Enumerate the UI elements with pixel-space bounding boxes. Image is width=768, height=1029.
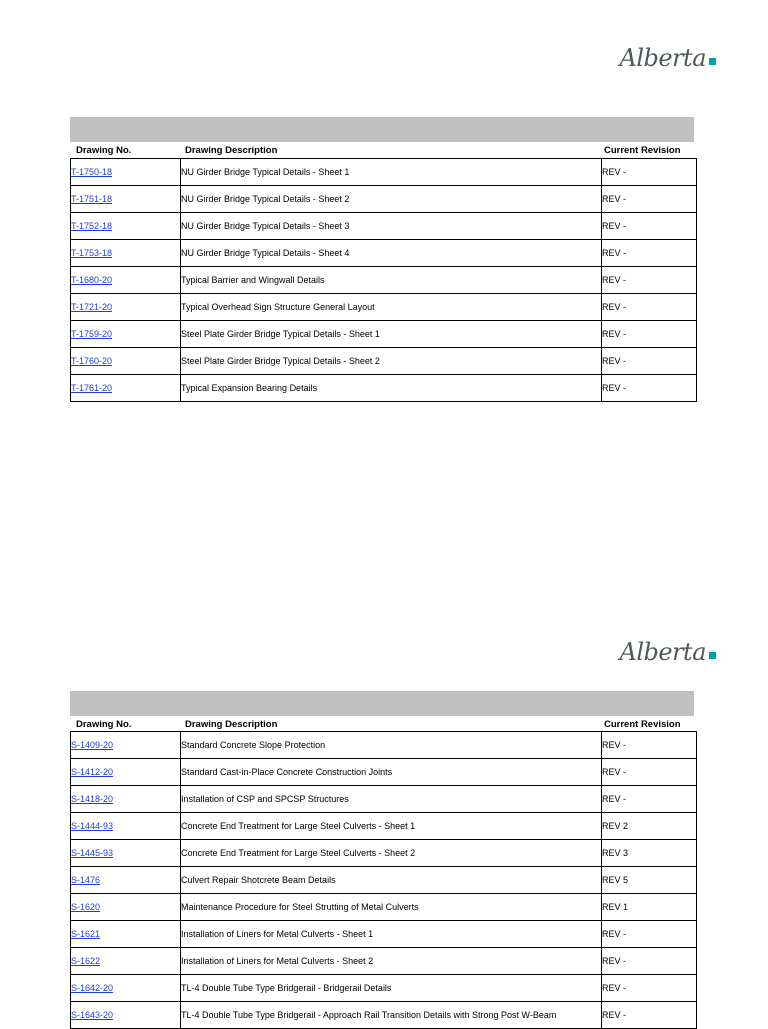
drawing-no-cell xyxy=(71,867,181,894)
current-revision-cell: REV - xyxy=(602,213,697,240)
table-row xyxy=(71,840,697,867)
drawing-no-cell xyxy=(71,321,181,348)
current-revision-cell: REV - xyxy=(602,732,697,759)
current-revision-cell: REV - xyxy=(602,294,697,321)
drawing-description-cell: Steel Plate Girder Bridge Typical Details - Sheet 1 xyxy=(181,321,602,348)
current-revision-cell: REV - xyxy=(602,948,697,975)
table-row xyxy=(71,813,697,840)
table-header xyxy=(70,143,694,158)
drawing-description-cell: Typical Overhead Sign Structure General Layout xyxy=(181,294,602,321)
drawing-description-cell: Installation of Liners for Metal Culverts - Sheet 1 xyxy=(181,921,602,948)
drawing-link[interactable]: T-1760-20 xyxy=(71,356,113,366)
current-revision-cell: REV - xyxy=(602,186,697,213)
drawing-link[interactable]: T-1759-20 xyxy=(71,329,113,339)
drawing-link[interactable]: S-1476 xyxy=(71,875,101,885)
drawing-link[interactable]: S-1622 xyxy=(71,956,101,966)
drawing-link[interactable]: S-1444-93 xyxy=(71,821,114,831)
drawing-link[interactable]: S-1418-20 xyxy=(71,794,114,804)
drawing-no-cell xyxy=(71,786,181,813)
header-current-revision: Current Revision xyxy=(604,145,681,156)
current-revision-cell: REV - xyxy=(602,348,697,375)
table-row xyxy=(71,213,697,240)
logo-wordmark: Alberta xyxy=(619,638,706,666)
drawing-link[interactable]: S-1620 xyxy=(71,902,101,912)
table-row xyxy=(71,186,697,213)
drawing-no-cell xyxy=(71,894,181,921)
table-row xyxy=(71,348,697,375)
drawing-no-cell xyxy=(71,948,181,975)
drawing-description-cell: TL-4 Double Tube Type Bridgerail - Approach Rail Transition Details with Strong Post W-Beam xyxy=(181,1002,602,1029)
header-drawing-no: Drawing No. xyxy=(76,145,132,156)
drawings-table-2 xyxy=(70,731,697,1029)
drawing-no-cell xyxy=(71,159,181,186)
drawing-description-cell: Steel Plate Girder Bridge Typical Details - Sheet 2 xyxy=(181,348,602,375)
alberta-logo xyxy=(596,638,716,668)
drawing-link[interactable]: T-1680-20 xyxy=(71,275,113,285)
current-revision-cell: REV 2 xyxy=(602,813,697,840)
header-drawing-description: Drawing Description xyxy=(185,719,278,730)
drawing-description-cell: Culvert Repair Shotcrete Beam Details xyxy=(181,867,602,894)
table-row xyxy=(71,240,697,267)
current-revision-cell: REV - xyxy=(602,975,697,1002)
drawing-description-cell: Typical Barrier and Wingwall Details xyxy=(181,267,602,294)
drawing-description-cell: Installation of Liners for Metal Culverts - Sheet 2 xyxy=(181,948,602,975)
drawing-link[interactable]: S-1409-20 xyxy=(71,740,114,750)
current-revision-cell: REV 1 xyxy=(602,894,697,921)
section-header-band xyxy=(70,117,694,142)
current-revision-cell: REV 3 xyxy=(602,840,697,867)
logo-square-icon xyxy=(709,652,716,659)
drawing-link[interactable]: S-1643-20 xyxy=(71,1010,114,1020)
table-row xyxy=(71,894,697,921)
drawing-description-cell: Installation of CSP and SPCSP Structures xyxy=(181,786,602,813)
drawing-no-cell xyxy=(71,240,181,267)
table-row xyxy=(71,1002,697,1029)
table-row xyxy=(71,921,697,948)
drawing-link[interactable]: S-1445-93 xyxy=(71,848,114,858)
drawing-no-cell xyxy=(71,348,181,375)
drawing-no-cell xyxy=(71,375,181,402)
logo-square-icon xyxy=(709,58,716,65)
section-header-band xyxy=(70,691,694,716)
drawing-link[interactable]: T-1753-18 xyxy=(71,248,113,258)
current-revision-cell: REV 5 xyxy=(602,867,697,894)
drawing-no-cell xyxy=(71,1002,181,1029)
current-revision-cell: REV - xyxy=(602,921,697,948)
table-row xyxy=(71,732,697,759)
drawing-description-cell: NU Girder Bridge Typical Details - Sheet 1 xyxy=(181,159,602,186)
drawing-description-cell: Concrete End Treatment for Large Steel Culverts - Sheet 2 xyxy=(181,840,602,867)
drawing-no-cell xyxy=(71,813,181,840)
drawing-link[interactable]: S-1642-20 xyxy=(71,983,114,993)
header-drawing-no: Drawing No. xyxy=(76,719,132,730)
drawing-description-cell: NU Girder Bridge Typical Details - Sheet 3 xyxy=(181,213,602,240)
current-revision-cell: REV - xyxy=(602,1002,697,1029)
drawing-link[interactable]: T-1752-18 xyxy=(71,221,113,231)
header-current-revision: Current Revision xyxy=(604,719,681,730)
drawing-link[interactable]: T-1751-18 xyxy=(71,194,113,204)
drawing-description-cell: Typical Expansion Bearing Details xyxy=(181,375,602,402)
table-header xyxy=(70,717,694,732)
current-revision-cell: REV - xyxy=(602,159,697,186)
drawing-no-cell xyxy=(71,840,181,867)
table-row xyxy=(71,375,697,402)
drawing-link[interactable]: T-1721-20 xyxy=(71,302,113,312)
drawing-link[interactable]: S-1621 xyxy=(71,929,101,939)
current-revision-cell: REV - xyxy=(602,267,697,294)
drawing-description-cell: Maintenance Procedure for Steel Strutting of Metal Culverts xyxy=(181,894,602,921)
drawing-no-cell xyxy=(71,186,181,213)
drawing-no-cell xyxy=(71,294,181,321)
alberta-logo xyxy=(596,44,716,74)
drawing-description-cell: Concrete End Treatment for Large Steel Culverts - Sheet 1 xyxy=(181,813,602,840)
table-row xyxy=(71,759,697,786)
table-row xyxy=(71,294,697,321)
table-row xyxy=(71,948,697,975)
table-row xyxy=(71,159,697,186)
table-row xyxy=(71,267,697,294)
drawing-description-cell: Standard Cast-in-Place Concrete Construction Joints xyxy=(181,759,602,786)
drawing-no-cell xyxy=(71,921,181,948)
drawings-table-1 xyxy=(70,158,697,402)
drawing-description-cell: NU Girder Bridge Typical Details - Sheet 2 xyxy=(181,186,602,213)
logo-wordmark: Alberta xyxy=(619,44,706,72)
drawing-no-cell xyxy=(71,975,181,1002)
table-row xyxy=(71,321,697,348)
drawing-no-cell xyxy=(71,213,181,240)
drawing-description-cell: TL-4 Double Tube Type Bridgerail - Bridgerail Details xyxy=(181,975,602,1002)
current-revision-cell: REV - xyxy=(602,240,697,267)
drawing-no-cell xyxy=(71,759,181,786)
current-revision-cell: REV - xyxy=(602,321,697,348)
current-revision-cell: REV - xyxy=(602,375,697,402)
header-drawing-description: Drawing Description xyxy=(185,145,278,156)
drawing-no-cell xyxy=(71,267,181,294)
current-revision-cell: REV - xyxy=(602,786,697,813)
drawing-link[interactable]: T-1761-20 xyxy=(71,383,113,393)
table-row xyxy=(71,975,697,1002)
drawing-description-cell: NU Girder Bridge Typical Details - Sheet 4 xyxy=(181,240,602,267)
table-row xyxy=(71,786,697,813)
drawing-link[interactable]: T-1750-18 xyxy=(71,167,113,177)
current-revision-cell: REV - xyxy=(602,759,697,786)
drawing-description-cell: Standard Concrete Slope Protection xyxy=(181,732,602,759)
table-row xyxy=(71,867,697,894)
drawing-link[interactable]: S-1412-20 xyxy=(71,767,114,777)
drawing-no-cell xyxy=(71,732,181,759)
